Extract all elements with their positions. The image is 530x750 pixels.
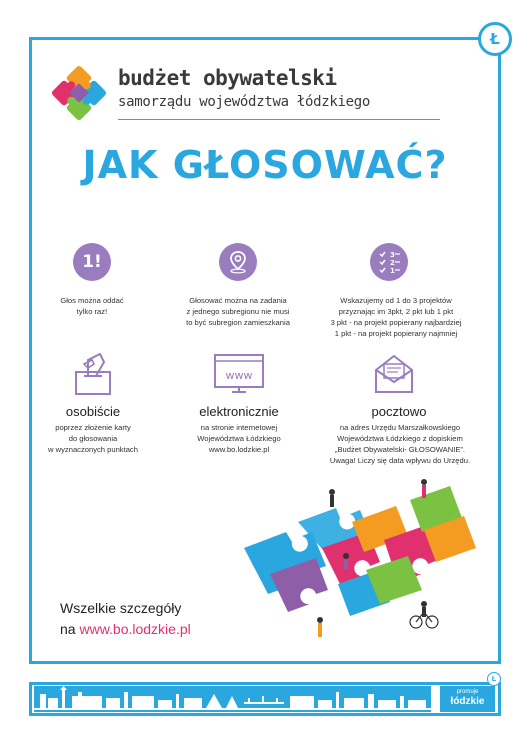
- web-browser-icon: [212, 352, 266, 396]
- brand-subtitle: samorządu województwa łódzkiego: [118, 94, 370, 110]
- puzzle-illustration: [228, 470, 480, 650]
- ranking-list-icon: [370, 243, 408, 281]
- puzzle-logo-icon: [48, 62, 110, 124]
- details-url-line: na www.bo.lodzkie.pl: [60, 621, 191, 637]
- method-post-title: pocztowo: [371, 404, 427, 419]
- details-url-link[interactable]: www.bo.lodzkie.pl: [79, 621, 191, 637]
- method-in-person-title: osobiście: [65, 404, 121, 419]
- rule-points: Wskazujemy od 1 do 3 projektów przyznając im 3pkt, 2 pkt lub 1 pkt 3 pkt - na projekt popierany najbardziej 1 pkt - na projekt popierany najmniej: [330, 296, 462, 338]
- exclamation-icon: 1!: [73, 243, 111, 281]
- promuje-lodzkie-logo: promuje łódzkie: [440, 686, 495, 712]
- page-title: JAK GŁOSOWAĆ?: [82, 143, 448, 187]
- location-pin-icon: [219, 243, 257, 281]
- svg-text:2: 2: [390, 259, 395, 267]
- rule-subregion: Głosować można na zadania z jednego subregionu nie musi to być subregion zamieszkania: [186, 296, 290, 327]
- svg-text:www: www: [225, 369, 253, 382]
- brand-title: budżet obywatelski: [118, 66, 337, 90]
- city-skyline-icon: [34, 686, 431, 712]
- method-online-title: elektronicznie: [199, 404, 279, 419]
- lodzkie-badge-icon: Ł: [478, 22, 512, 56]
- envelope-icon: [372, 352, 416, 396]
- online-url-link[interactable]: www.bo.lodzkie.pl: [208, 445, 270, 454]
- method-post-desc: na adres Urzędu Marszałkowskiego Województwa Łódzkiego z dopiskiem „Budżet Obywatelski- GŁOSOWANIE”. Uwaga! Liczy się data wpływu do Urzędu.: [329, 423, 471, 465]
- details-text: Wszelkie szczegóły: [60, 600, 182, 616]
- method-in-person-desc: poprzez złożenie karty do głosowania w wyznaczonych punktach: [48, 423, 138, 454]
- ballot-box-icon: [70, 350, 116, 396]
- footer-badge-icon: Ł: [487, 672, 501, 686]
- svg-text:1: 1: [390, 267, 395, 275]
- rule-one-vote: Głos można oddać tylko raz!: [60, 296, 124, 316]
- method-online-desc: na stronie internetowej Województwa Łódzkiego www.bo.lodzkie.pl: [174, 422, 304, 455]
- svg-text:3: 3: [390, 251, 395, 259]
- brand-divider: [118, 119, 440, 120]
